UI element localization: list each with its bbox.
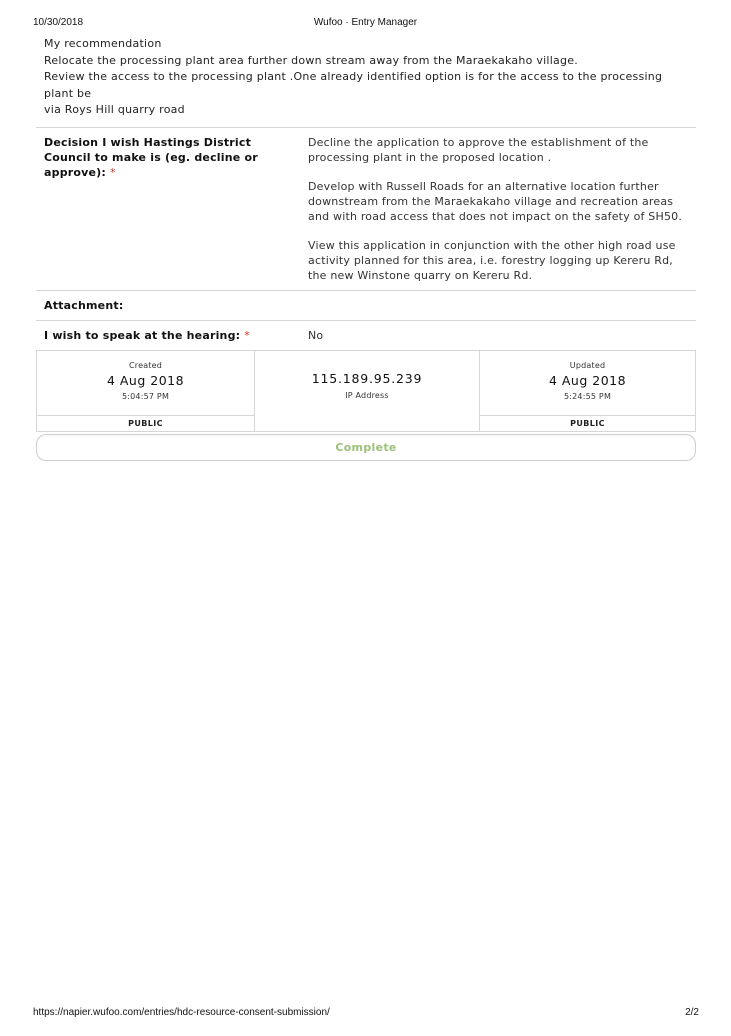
print-page-number: 2/2 bbox=[685, 1007, 699, 1018]
speak-label: I wish to speak at the hearing: bbox=[44, 328, 241, 342]
recommendation-block bbox=[36, 34, 696, 128]
created-date: 4 Aug 2018 bbox=[106, 372, 185, 388]
updated-cell bbox=[480, 351, 695, 431]
recommendation-line: Relocate the processing plant area further down stream away from the Maraekakaho village. bbox=[44, 53, 578, 67]
updated-date: 4 Aug 2018 bbox=[548, 372, 627, 388]
ip-cell bbox=[255, 351, 480, 431]
created-cell bbox=[37, 351, 255, 431]
decision-paragraph: View this application in conjunction with the other high road use activity planned for this area, i.e. forestry logging up Kereru Rd, the new Winstone quarry on Kereru Rd. bbox=[308, 238, 676, 282]
required-mark: * bbox=[244, 328, 250, 342]
status-complete-bar: Complete bbox=[36, 434, 696, 461]
entry-meta-table bbox=[36, 350, 696, 432]
created-time: 5:04:57 PM bbox=[121, 391, 170, 401]
updated-label: Updated bbox=[569, 360, 606, 370]
created-label: Created bbox=[128, 360, 163, 370]
decision-paragraph: Decline the application to approve the establishment of the processing plant in the proposed location . bbox=[308, 135, 649, 164]
updated-time: 5:24:55 PM bbox=[563, 391, 612, 401]
recommendation-line: My recommendation bbox=[44, 37, 162, 50]
attachment-label: Attachment: bbox=[44, 298, 124, 312]
print-title: Wufoo · Entry Manager bbox=[313, 17, 418, 28]
field-speak bbox=[36, 321, 696, 350]
decision-label: Decision I wish Hastings District Council to make is (eg. decline or approve): bbox=[44, 135, 258, 179]
entry-content bbox=[36, 34, 696, 461]
ip-address-label: IP Address bbox=[345, 390, 389, 400]
field-decision bbox=[36, 128, 696, 291]
decision-value bbox=[299, 128, 696, 290]
ip-address-value: 115.189.95.239 bbox=[311, 370, 423, 386]
required-mark: * bbox=[110, 165, 116, 179]
print-date: 10/30/2018 bbox=[33, 17, 84, 28]
field-label bbox=[36, 321, 299, 350]
decision-paragraph: Develop with Russell Roads for an alternative location further downstream from the Maraekakaho village and recreation areas and with road access that does not impact on the safety of SH50. bbox=[308, 179, 683, 223]
speak-value: No bbox=[308, 328, 324, 342]
print-url: https://napier.wufoo.com/entries/hdc-resource-consent-submission/ bbox=[33, 1007, 330, 1018]
field-label bbox=[36, 128, 299, 290]
attachment-value bbox=[299, 291, 696, 320]
updated-visibility: PUBLIC bbox=[480, 415, 695, 431]
created-visibility: PUBLIC bbox=[37, 415, 254, 431]
recommendation-line: via Roys Hill quarry road bbox=[44, 103, 185, 116]
field-attachment bbox=[36, 291, 696, 321]
recommendation-line: Review the access to the processing plant .One already identified option is for the access to the processing plant be bbox=[44, 70, 663, 100]
